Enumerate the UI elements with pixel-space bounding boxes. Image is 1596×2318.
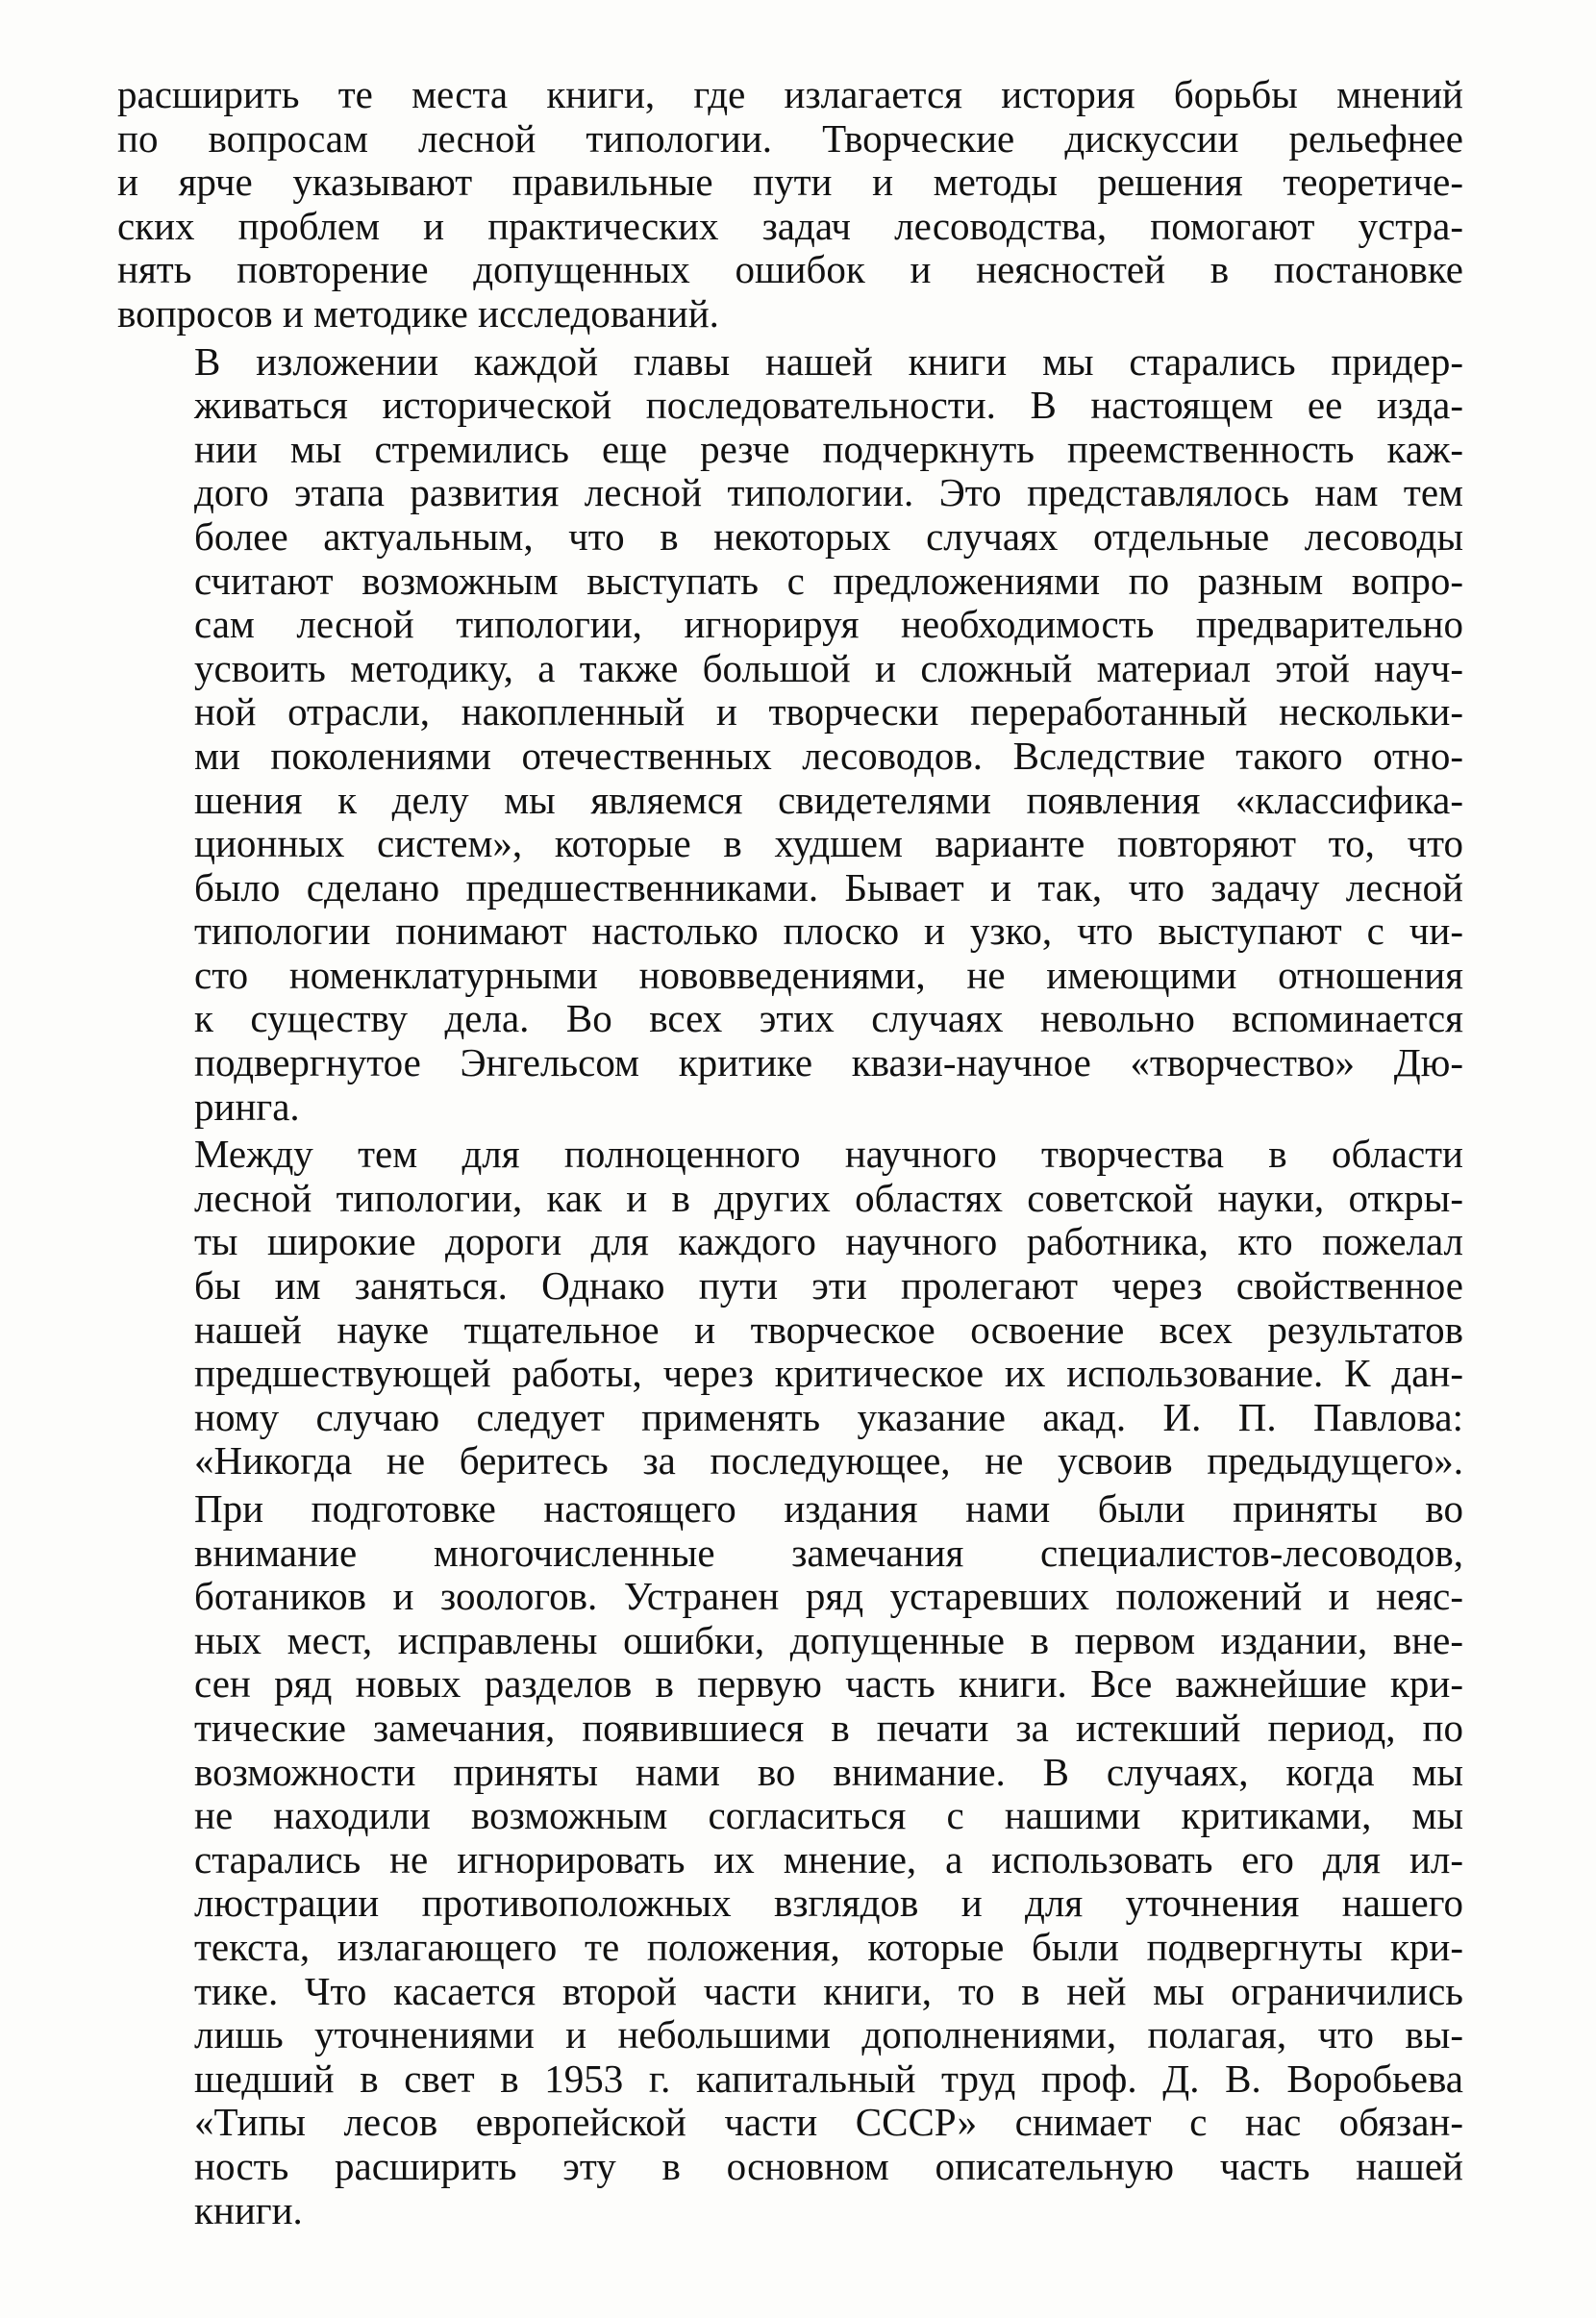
text-line: книги. [194, 2188, 303, 2232]
text-line: люстрации противоположных взглядов и для уточнения нашего [194, 1882, 1463, 1926]
text-line: и ярче указывают правильные пути и методы решения теоретиче- [117, 161, 1463, 205]
text-line: ских проблем и практических задач лесоводства, помогают устра- [117, 204, 1463, 248]
text-line: сам лесной типологии, игнорируя необходимость предварительно [194, 603, 1463, 647]
text-body [117, 73, 1463, 2232]
text-line: При подготовке настоящего издания нами были приняты во [194, 1487, 1463, 1531]
text-line: дого этапа развития лесной типологии. Это представлялось нам тем [194, 471, 1463, 515]
text-line: типологии понимают настолько плоско и узко, что выступают с чи- [194, 910, 1463, 954]
text-line: сен ряд новых разделов в первую часть книги. Все важнейшие кри- [194, 1662, 1463, 1707]
paragraph-1 [117, 73, 1463, 336]
paragraph-4 [117, 1487, 1463, 2232]
text-line: ному случаю следует применять указание акад. И. П. Павлова: [194, 1395, 1463, 1439]
text-line: предшествующей работы, через критическое их использование. К дан- [194, 1352, 1463, 1396]
text-line: считают возможным выступать с предложениями по разным вопро- [194, 559, 1463, 603]
text-line: сто номенклатурными нововведениями, не имеющими отношения [194, 953, 1463, 997]
text-line: было сделано предшественниками. Бывает и так, что задачу лесной [194, 865, 1463, 910]
text-line: ных мест, исправлены ошибки, допущенные в первом издании, вне- [194, 1618, 1463, 1662]
text-line: старались не игнорировать их мнение, а использовать его для ил- [194, 1837, 1463, 1882]
text-line: нять повторение допущенных ошибок и неясностей в постановке [117, 248, 1463, 292]
text-line: «Типы лесов европейской части СССР» снимает с нас обязан- [194, 2101, 1463, 2145]
text-line: ность расширить эту в основном описательную часть нашей [194, 2144, 1463, 2188]
text-line: шедший в свет в 1953 г. капитальный труд проф. Д. В. Воробьева [194, 2056, 1463, 2101]
text-line: шения к делу мы являемся свидетелями появления «классифика- [194, 778, 1463, 822]
text-line: Между тем для полноценного научного творчества в области [194, 1133, 1463, 1177]
paragraph-3 [117, 1133, 1463, 1483]
text-line: по вопросам лесной типологии. Творческие дискуссии рельефнее [117, 116, 1463, 161]
text-line: ринга. [194, 1084, 300, 1129]
text-line: усвоить методику, а также большой и сложный материал этой науч- [194, 646, 1463, 690]
text-line: тике. Что касается второй части книги, то в ней мы ограничились [194, 1969, 1463, 2013]
paragraph-2 [117, 340, 1463, 1130]
text-line: текста, излагающего те положения, которые были подвергнуты кри- [194, 1925, 1463, 1969]
text-line: подвергнутое Энгельсом критике квази-научное «творчество» Дю- [194, 1041, 1463, 1085]
text-line: к существу дела. Во всех этих случаях невольно вспоминается [194, 997, 1463, 1041]
text-line: живаться исторической последовательности. В настоящем ее изда- [194, 384, 1463, 428]
text-line: ботаников и зоологов. Устранен ряд устаревших положений и неяс- [194, 1575, 1463, 1619]
text-line: не находили возможным согласиться с нашими критиками, мы [194, 1794, 1463, 1838]
text-line: возможности приняты нами во внимание. В случаях, когда мы [194, 1750, 1463, 1794]
text-line: В изложении каждой главы нашей книги мы старались придер- [194, 339, 1463, 384]
text-line: расширить те места книги, где излагается история борьбы мнений [117, 73, 1463, 116]
text-line: бы им заняться. Однако пути эти пролегают через свойственное [194, 1264, 1463, 1309]
text-line: тические замечания, появившиеся в печати за истекший период, по [194, 1706, 1463, 1750]
text-line: более актуальным, что в некоторых случаях отдельные лесоводы [194, 514, 1463, 559]
text-line: внимание многочисленные замечания специалистов-лесоводов, [194, 1531, 1463, 1575]
text-line: ной отрасли, накопленный и творчески переработанный нескольки- [194, 690, 1463, 735]
text-line: нашей науке тщательное и творческое освоение всех результатов [194, 1308, 1463, 1352]
text-line: лишь уточнениями и небольшими дополнениями, полагая, что вы- [194, 2013, 1463, 2057]
text-line: ты широкие дороги для каждого научного работника, кто пожелал [194, 1220, 1463, 1264]
text-line: ми поколениями отечественных лесоводов. Вследствие такого отно- [194, 734, 1463, 778]
text-line: вопросов и методике исследований. [117, 291, 719, 336]
text-line: лесной типологии, как и в других областях советской науки, откры- [194, 1176, 1463, 1220]
text-line: «Никогда не беритесь за последующее, не усвоив предыдущего». [194, 1439, 1463, 1483]
text-line: ционных систем», которые в худшем варианте повторяют то, что [194, 822, 1463, 866]
text-line: нии мы стремились еще резче подчеркнуть преемственность каж- [194, 427, 1463, 471]
